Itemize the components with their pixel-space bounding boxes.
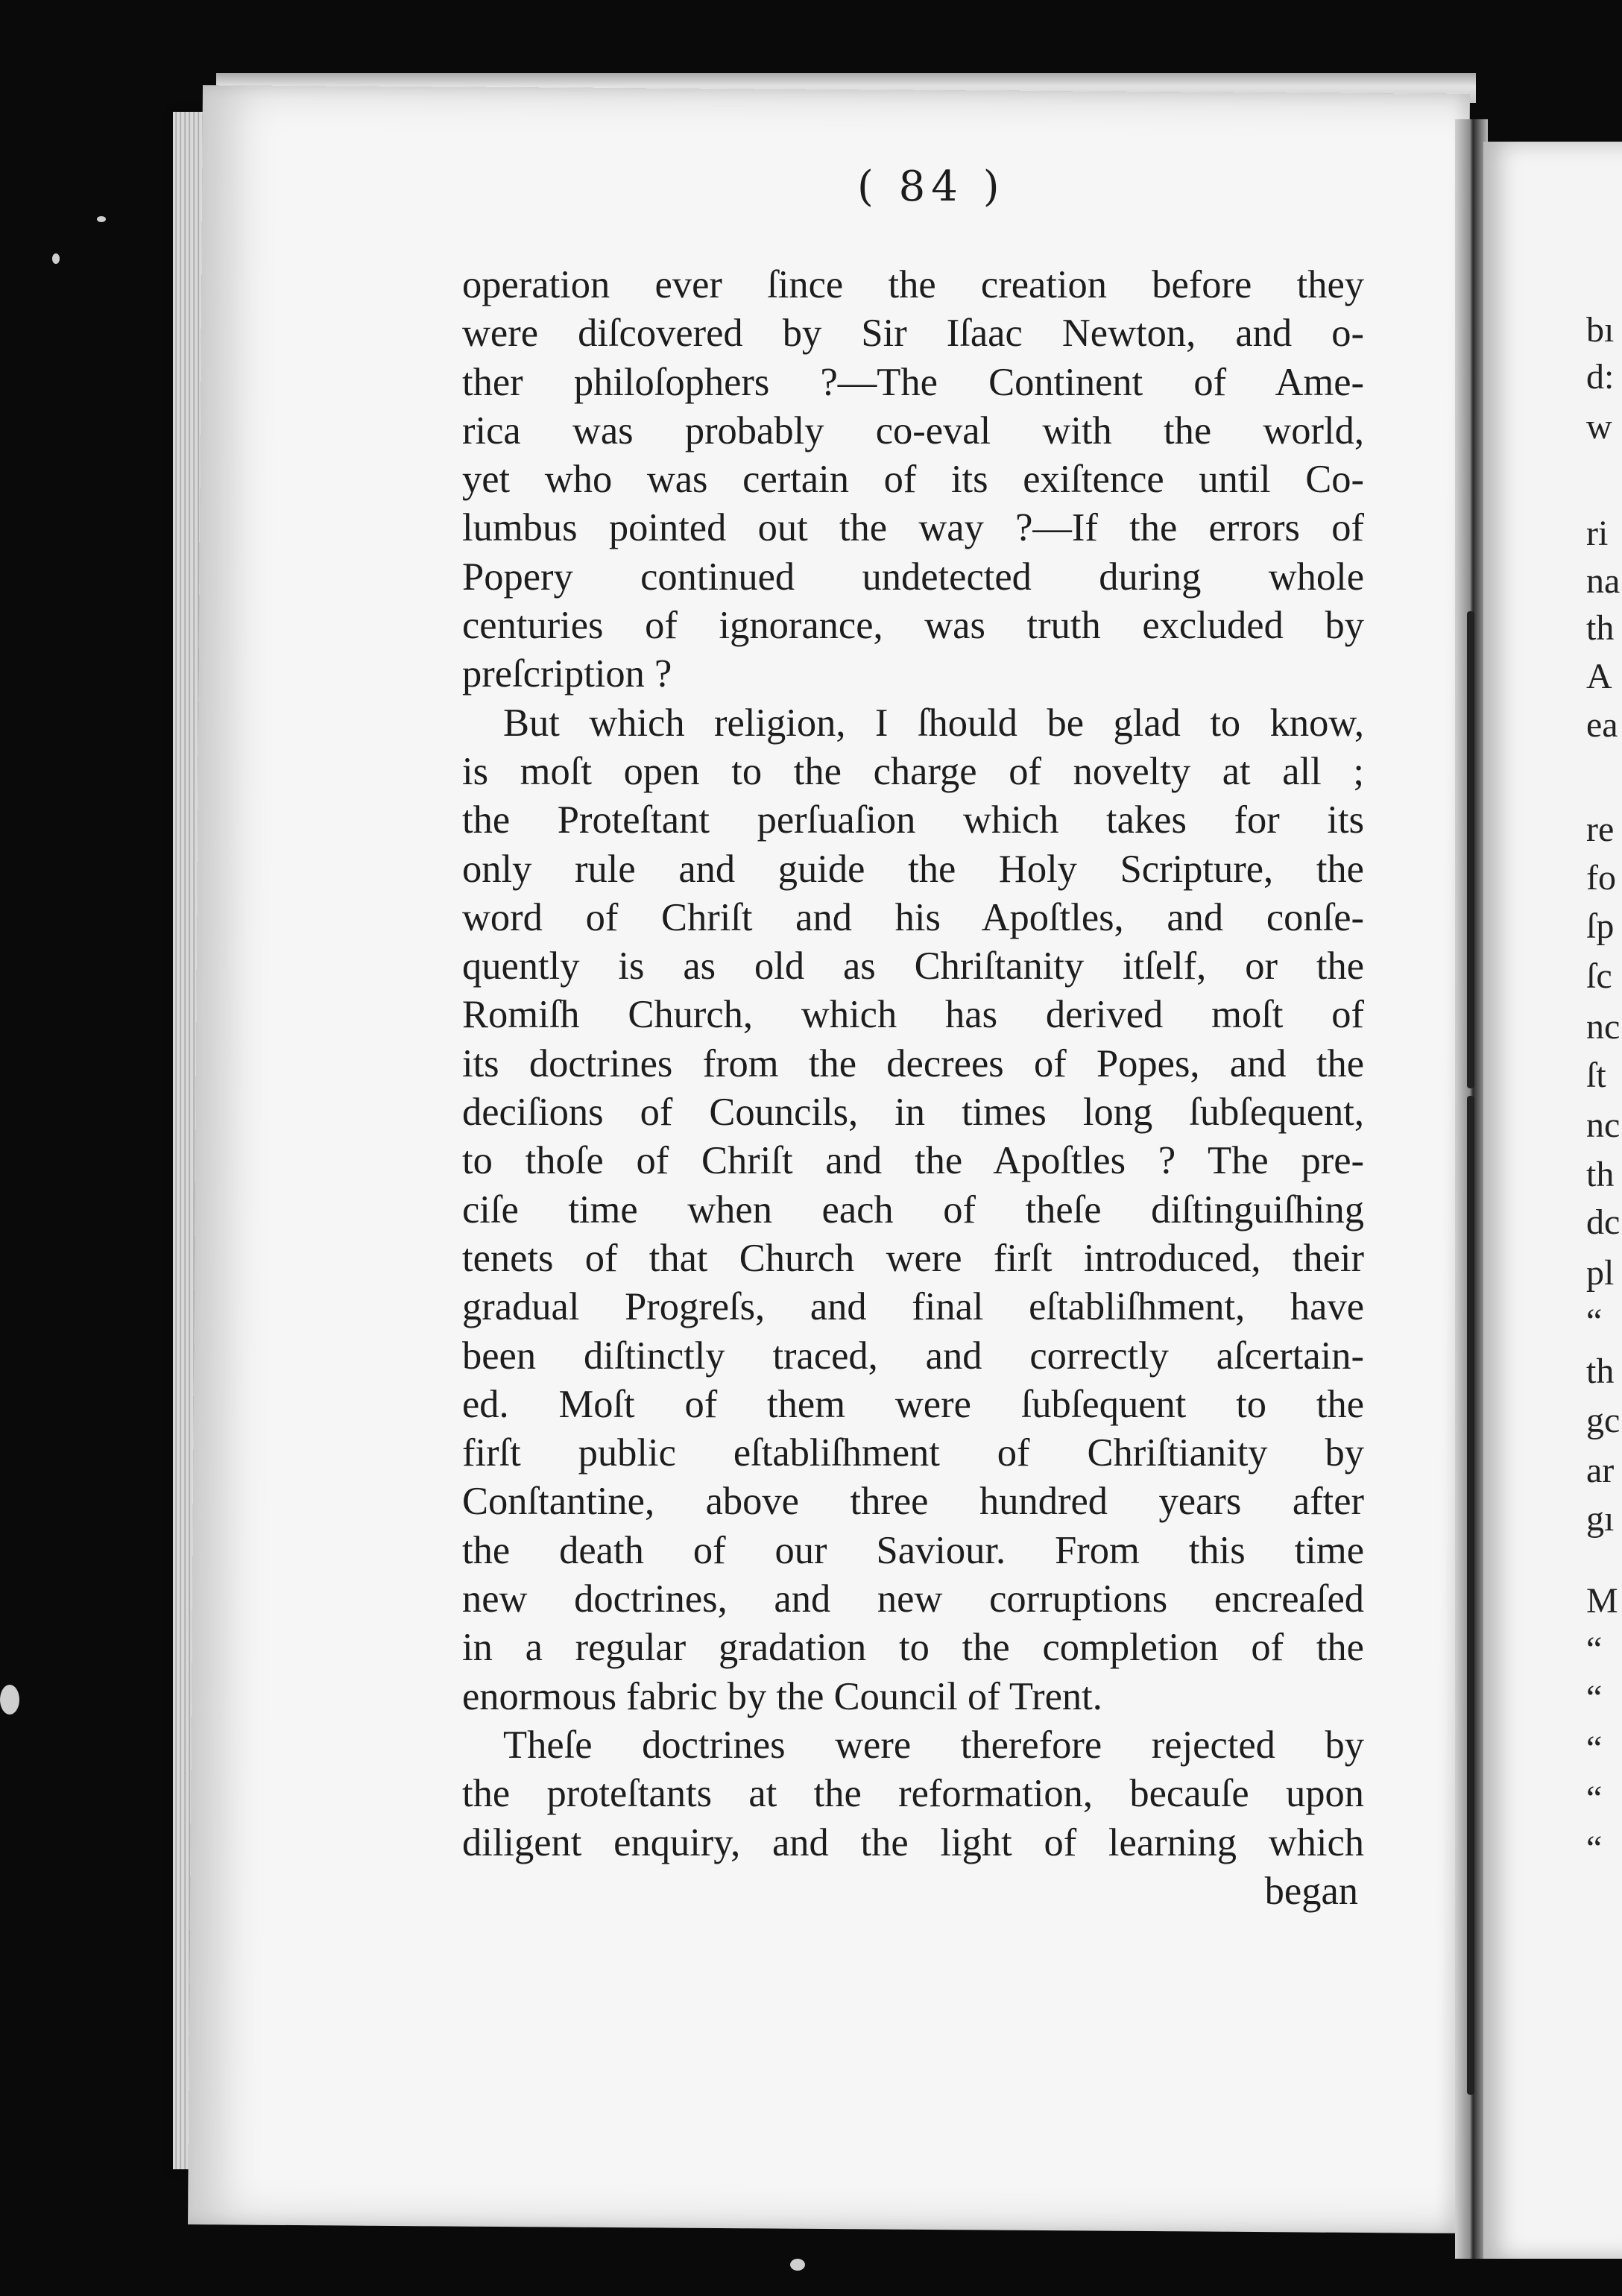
facing-page-fragment: th [1586,608,1615,648]
text-line: preſcription ? [462,652,672,696]
text-line: is moſt open to the charge of novelty at all ; [462,749,1364,793]
text-line: were diſcovered by Sir Iſaac Newton, and o- [462,312,1364,356]
facing-page-fragment: ri [1586,514,1609,553]
facing-page-fragment: th [1586,1155,1615,1194]
text-line: diligent enquiry, and the light of learning which [462,1820,1364,1864]
facing-page-fragment: A [1586,657,1612,696]
facing-page-fragment: “ [1586,1678,1603,1718]
dust-speck [52,253,60,264]
dust-speck [790,2259,805,2271]
facing-page-fragment: M [1586,1581,1618,1621]
text-line: lumbus pointed out the way ?—If the errors of [462,506,1364,550]
body-text [462,261,1364,1916]
right-page-fragment [1483,142,1622,2259]
text-line: deciſions of Councils, in times long ſubſequent, [462,1091,1364,1135]
text-line: ther philoſophers ?—The Continent of Ame- [462,360,1364,404]
facing-page-fragment: nc [1586,1007,1621,1047]
text-line: centuries of ignorance, was truth excluded by [462,604,1364,648]
text-line: ed. Moſt of them were ſubſequent to the [462,1382,1364,1426]
text-line: operation ever ſince the creation before they [462,263,1364,306]
text-line: yet who was certain of its exiſtence until Co- [462,458,1364,502]
text-line: the proteſtants at the reformation, becauſe upon [462,1772,1364,1816]
text-line: ciſe time when each of theſe diſtinguiſhing [462,1188,1364,1231]
catchword: began [1264,1869,1358,1913]
text-line: been diſtinctly traced, and correctly aſcertain- [462,1334,1364,1378]
facing-page-fragment: “ [1586,1779,1603,1818]
facing-page-fragment: ſp [1586,906,1615,946]
text-line: to thoſe of Chriſt and the Apoſtles ? The pre- [462,1139,1364,1183]
facing-page-fragment: nc [1586,1106,1621,1145]
facing-page-fragment: d: [1586,357,1615,397]
text-line: new doctrines, and new corruptions encreaſed [462,1577,1364,1621]
facing-page-fragment: gı [1586,1499,1615,1539]
facing-page-fragment: w [1586,407,1612,447]
text-line: Conſtantine, above three hundred years after [462,1480,1364,1524]
text-line: gradual Progreſs, and final eſtabliſhment, have [462,1285,1364,1329]
dust-speck [97,216,106,222]
text-line: tenets of that Church were firſt introduced, their [462,1236,1364,1280]
facing-page-fragment: na [1586,561,1621,601]
facing-page-fragment: re [1586,810,1615,849]
binding-stitch [1467,611,1474,1088]
facing-page-fragment: “ [1586,1829,1603,1868]
text-line: firſt public eſtabliſhment of Chriſtianity by [462,1431,1364,1475]
facing-page-fragment: th [1586,1352,1615,1391]
text-line: Romiſh Church, which has derived moſt of [462,993,1364,1037]
text-line: the Proteſtant perſuaſion which takes for its [462,798,1364,842]
facing-page-fragment: ſt [1586,1056,1606,1095]
facing-page-fragment: ar [1586,1451,1615,1490]
text-line: But which religion, I ſhould be glad to know, [503,701,1364,745]
text-line: its doctrines from the decrees of Popes, and the [462,1041,1364,1085]
text-line: word of Chriſt and his Apoſtles, and conſe- [462,895,1364,939]
facing-page-fragment: ea [1586,705,1618,745]
facing-page-fragment: gc [1586,1401,1621,1440]
facing-page-fragment: “ [1586,1729,1603,1768]
text-line: Popery continued undetected during whole [462,555,1364,599]
facing-page-fragment: ſc [1586,956,1612,996]
text-line: enormous fabric by the Council of Trent. [462,1674,1102,1718]
text-line: only rule and guide the Holy Scripture, the [462,847,1364,891]
text-line: in a regular gradation to the completion of the [462,1626,1364,1670]
facing-page-fragment: “ [1586,1302,1603,1341]
facing-page-fragment: pl [1586,1253,1615,1293]
facing-page-fragment: dc [1586,1202,1621,1242]
page-number: ( 84 ) [857,163,1006,211]
dust-speck [0,1685,19,1715]
binding-stitch [1467,1558,1474,2095]
text-line: quently is as old as Chriſtanity itſelf, or the [462,944,1364,988]
facing-page-fragment: “ [1586,1630,1603,1669]
facing-page-fragment: fo [1586,858,1616,898]
text-line: rica was probably co-eval with the world, [462,409,1364,452]
binding-stitch [1467,1096,1474,1618]
text-line: Theſe doctrines were therefore rejected by [503,1723,1364,1767]
text-line: the death of our Saviour. From this time [462,1528,1364,1572]
facing-page-fragment: bı [1586,310,1615,350]
